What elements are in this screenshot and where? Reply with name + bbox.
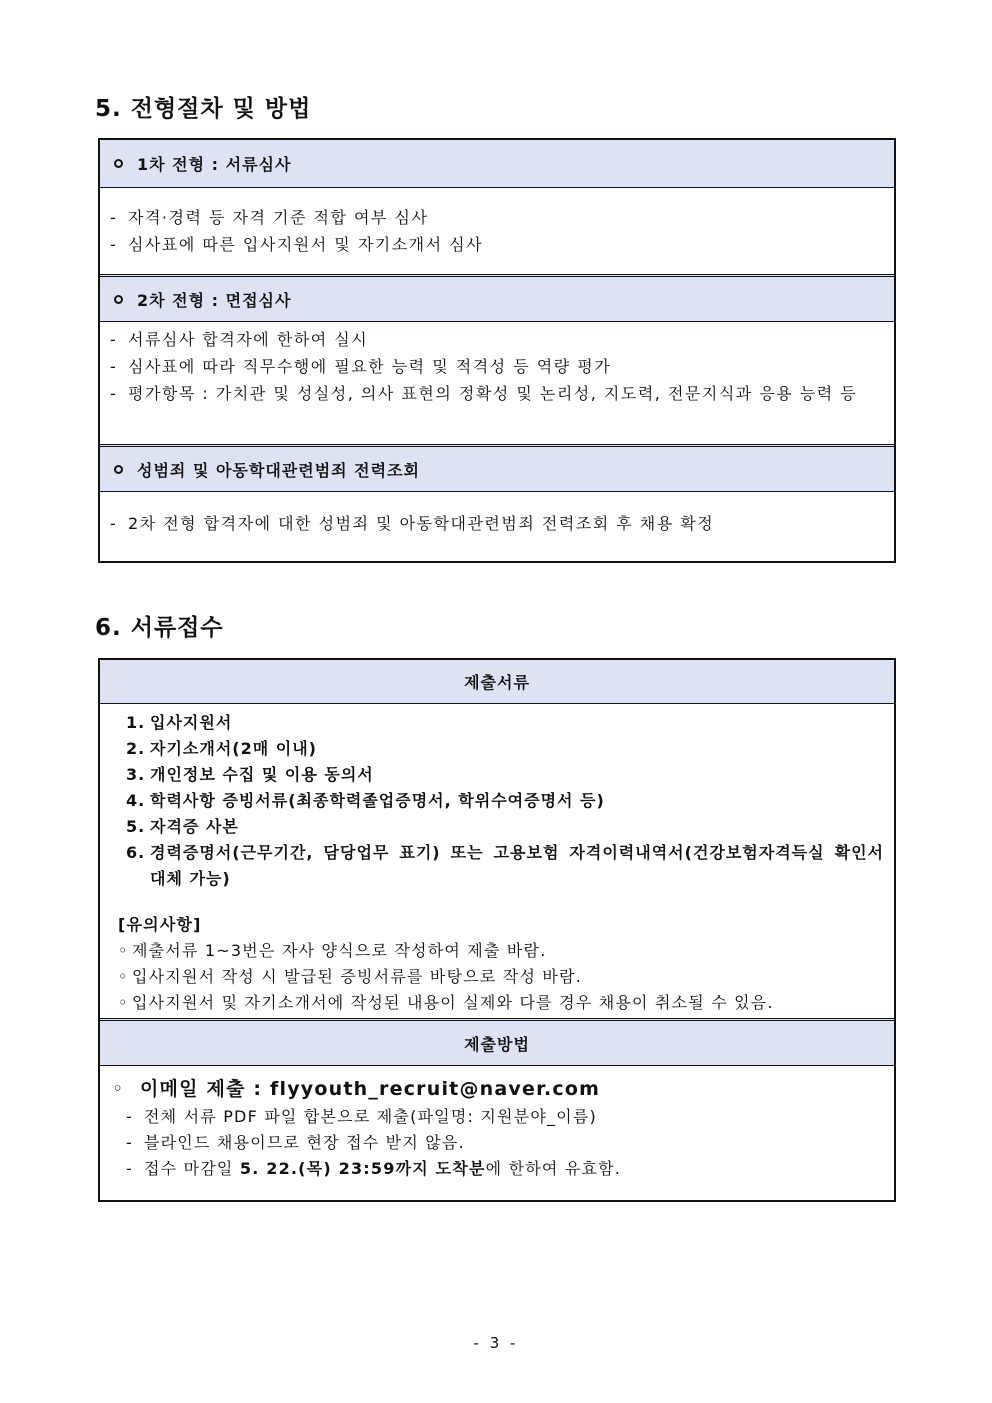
list-item <box>118 990 884 1016</box>
selection-procedure-table <box>98 138 896 563</box>
deadline-item <box>126 1156 884 1182</box>
submission-method-body <box>100 1066 894 1192</box>
dash-marker: - <box>110 330 118 349</box>
required-documents-list <box>100 704 894 896</box>
list-item-text: 자격증 사본 <box>150 817 239 836</box>
list-item <box>126 814 884 840</box>
list-item <box>110 353 884 380</box>
page-number: - 3 - <box>473 1334 519 1352</box>
list-item-text: 2차 전형 합격자에 대한 성범죄 및 아동학대관련범죄 전력조회 후 채용 확정 <box>128 514 715 533</box>
item-number: 6. <box>126 843 146 862</box>
ring-bullet: ◦ <box>118 967 129 986</box>
submission-method-header: 제출방법 <box>100 1018 894 1066</box>
dash-marker: - <box>126 1107 133 1126</box>
circle-bullet-icon <box>114 295 123 304</box>
ring-bullet: ◦ <box>118 993 129 1012</box>
list-item <box>110 326 884 353</box>
section-6-title: 6. 서류접수 <box>95 615 224 641</box>
list-item-text: 평가항목 : 가치관 및 성실성, 의사 표현의 정확성 및 논리성, 지도력, 전문지식과 응용 능력 등 <box>128 384 858 403</box>
list-item-text: 자격·경력 등 자격 기준 적합 여부 심사 <box>128 208 429 227</box>
list-item-text: 입사지원서 <box>150 713 233 732</box>
list-item-text: 심사표에 따라 직무수행에 필요한 능력 및 적격성 등 역량 평가 <box>128 357 612 376</box>
email-line <box>112 1074 884 1104</box>
stage3-body <box>100 492 894 547</box>
list-item-text: 심사표에 따른 입사지원서 및 자기소개서 심사 <box>128 235 484 254</box>
stage3-header-text: 성범죄 및 아동학대관련범죄 전력조회 <box>137 460 421 480</box>
list-item <box>110 380 884 407</box>
dash-marker: - <box>110 235 118 254</box>
list-item <box>126 710 884 736</box>
deadline-suffix: 에 한하여 유효함. <box>485 1159 622 1178</box>
dash-marker: - <box>126 1133 133 1152</box>
list-item-text: 학력사항 증빙서류(최종학력졸업증명서, 학위수여증명서 등) <box>150 791 605 810</box>
stage1-header-text: 1차 전형 : 서류심사 <box>137 155 292 174</box>
item-number: 4. <box>126 791 146 810</box>
document-submission-table <box>98 658 896 1202</box>
email-line-text: 이메일 제출 : flyyouth_recruit@naver.com <box>140 1078 601 1100</box>
list-item <box>126 736 884 762</box>
circle-bullet-icon <box>114 465 123 474</box>
stage1-body <box>100 188 894 274</box>
list-item <box>118 938 884 964</box>
item-number: 1. <box>126 713 146 732</box>
list-item <box>118 964 884 990</box>
item-number: 5. <box>126 817 146 836</box>
stage3-header <box>100 444 894 492</box>
list-item <box>110 231 884 258</box>
list-item-text: 블라인드 채용이므로 현장 접수 받지 않음. <box>144 1133 465 1152</box>
list-item-text: 서류심사 합격자에 한하여 실시 <box>128 330 369 349</box>
list-item-text: 제출서류 1~3번은 자사 양식으로 작성하여 제출 바람. <box>132 941 547 960</box>
stage2-header-text: 2차 전형 : 면접심사 <box>137 290 292 310</box>
required-documents-header: 제출서류 <box>100 660 894 704</box>
dash-marker: - <box>110 384 118 403</box>
stage2-body <box>100 322 894 444</box>
deadline-prefix: 접수 마감일 <box>144 1159 240 1178</box>
item-number: 2. <box>126 739 146 758</box>
list-item <box>126 1104 884 1130</box>
list-item-text: 경력증명서(근무기간, 담당업무 표기) 또는 고용보험 자격이력내역서(건강보험자격득실 확인서 대체 가능) <box>150 843 884 888</box>
list-item-text: 전체 서류 PDF 파일 합본으로 제출(파일명: 지원분야_이름) <box>144 1107 597 1126</box>
list-item <box>126 762 884 788</box>
dash-marker: - <box>110 208 118 227</box>
stage1-header <box>100 140 894 188</box>
section-5-title: 5. 전형절차 및 방법 <box>95 96 312 122</box>
dash-marker: - <box>110 357 118 376</box>
list-item-text: 자기소개서(2매 이내) <box>150 739 317 758</box>
list-item <box>126 788 884 814</box>
circle-bullet-icon <box>114 159 123 168</box>
ring-bullet: ◦ <box>112 1078 125 1100</box>
list-item <box>110 204 884 231</box>
list-item <box>126 1130 884 1156</box>
list-item <box>126 840 884 892</box>
deadline-date: 5. 22.(목) 23:59까지 도착분 <box>239 1159 486 1178</box>
list-item <box>110 510 884 537</box>
notes-title: [유의사항] <box>118 915 202 934</box>
item-number: 3. <box>126 765 146 784</box>
dash-marker: - <box>110 514 118 533</box>
stage2-header <box>100 274 894 322</box>
dash-marker: - <box>126 1159 133 1178</box>
list-item-text: 입사지원서 및 자기소개서에 작성된 내용이 실제와 다를 경우 채용이 취소될 수 있음. <box>132 993 774 1012</box>
notes-block <box>100 912 894 1018</box>
list-item-text: 개인정보 수집 및 이용 동의서 <box>150 765 374 784</box>
list-item-text: 입사지원서 작성 시 발급된 증빙서류를 바탕으로 작성 바람. <box>132 967 583 986</box>
ring-bullet: ◦ <box>118 941 129 960</box>
